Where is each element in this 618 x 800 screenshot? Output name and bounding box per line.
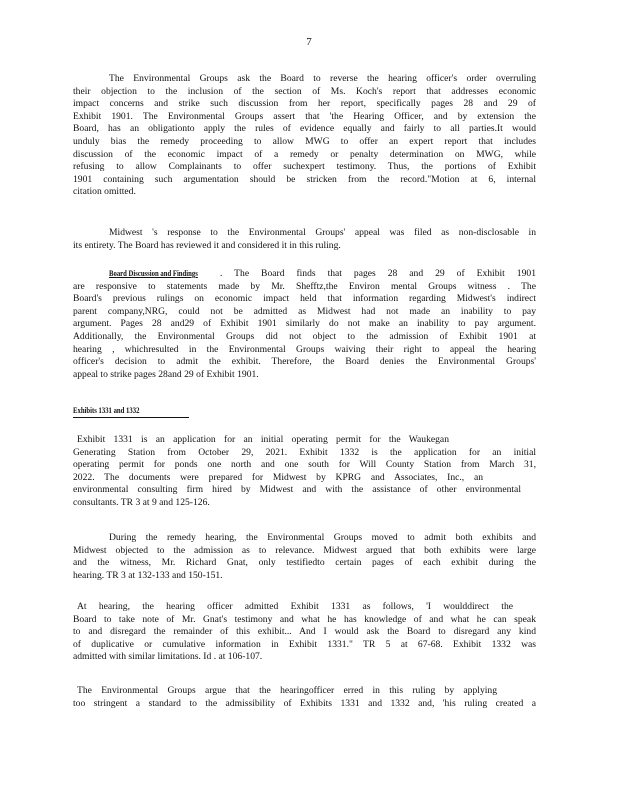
text-line: During the remedy hearing, the Environmental Groups moved to admit both exhibits and xyxy=(109,532,536,543)
text-line: too stringent a standard to the admissibility of Exhibits 1331 and 1332 and, 'his ruling created a xyxy=(73,697,536,709)
text-line: hearing , whichresulted in the Environmental Groups waiving their right to appeal the hearing xyxy=(73,343,536,355)
section-heading xyxy=(73,406,156,415)
text-line: consultants. TR 3 at 9 and 125-126. xyxy=(73,496,210,508)
heading-underline xyxy=(73,417,189,418)
text-line: 1901 containing such argumentation should be stricken from the record."Motion at 6, internal xyxy=(73,173,536,185)
text-line: refusing to allow Complainants to offer suchexpert testimony. Thus, the portions of Exhibit xyxy=(73,161,536,173)
page-number: 7 xyxy=(306,36,312,48)
text-line: parent company,NRG, could not be admitted as Midwest had not made an inability to pay xyxy=(73,305,536,317)
section-heading-text: Exhibits 1331 and 1332 xyxy=(73,406,140,415)
text-line: citation omitted. xyxy=(73,186,136,198)
paragraph-remedy-hearing xyxy=(73,532,536,582)
paragraph-midwest-response xyxy=(73,227,536,252)
board-discussion-heading: Board Discussion and Findings xyxy=(109,269,198,278)
text-line: Exhibit 1331 is an application for an initial operating permit for the Waukegan xyxy=(77,434,449,445)
text-line: to and disregard the remainder of this exhibit... And I would ask the Board to disregard any kind xyxy=(73,626,536,638)
text-line: officer's decision to admit the exhibit. Therefore, the Board denies the Environmental Groups' xyxy=(73,356,536,368)
text-line: admitted with similar limitations. Id . at 106-107. xyxy=(73,651,263,663)
text-line: The Environmental Groups ask the Board to reverse the hearing officer's order overruling xyxy=(109,73,536,84)
text-line: its entirety. The Board has reviewed it and considered it in this ruling. xyxy=(73,239,341,251)
text-line: environmental consulting firm hired by Midwest and with the assistance of other environmental xyxy=(73,484,521,496)
text-line xyxy=(73,268,536,281)
text-line: Midwest 's response to the Environmental Groups' appeal was filed as non-disclosable in xyxy=(109,227,536,238)
text-line: unduly bias the remedy proceeding to allow MWG to offer an expert report that includes xyxy=(73,135,536,147)
text-line: argument. Pages 28 and29 of Exhibit 1901 similarly do not make an inability to pay argument. xyxy=(73,318,536,330)
text-line: Board's previous rulings on economic impact held that information regarding Midwest's indirect xyxy=(73,293,536,305)
text-line: Additionally, the Environmental Groups did not object to the admission of Exhibit 1901 at xyxy=(73,330,536,342)
text-line: Board, has an obligationto apply the rules of evidence equally and fairly to all parties.It would xyxy=(73,123,536,135)
text-line: discussion of the economic impact of a remedy or penalty determination on MWG, while xyxy=(73,148,536,160)
paragraph-appeal-argument xyxy=(73,73,536,199)
paragraph-hearing-officer-ruling xyxy=(73,601,536,664)
text-line: hearing. TR 3 at 132-133 and 150-151. xyxy=(73,569,223,581)
text-line: operating permit for ponds one north and one south for Will County Station from March 31, xyxy=(73,459,536,471)
paragraph-exhibits-description xyxy=(73,434,536,510)
text-line: of duplicative or cumulative information in Exhibit 1331." TR 5 at 67-68. Exhibit 1332 was xyxy=(73,638,536,650)
text-line: and the witness, Mr. Richard Gnat, only testifiedto certain pages of each exhibit during the xyxy=(73,557,536,569)
paragraph-board-findings xyxy=(73,268,536,381)
text-line: their objection to the inclusion of the section of Ms. Koch's report that addresses economic xyxy=(73,85,536,97)
paragraph-environmental-groups-argument xyxy=(73,685,536,710)
text-line: Midwest objected to the admission as to relevance. Midwest argued that both exhibits were large xyxy=(73,544,536,556)
text-line: The Environmental Groups argue that the hearingofficer erred in this ruling by applying xyxy=(77,685,497,696)
text-line: are responsive to statements made by Mr. Shefftz,the Environ mental Groups witness . The xyxy=(73,280,536,292)
text-line-continuation: . The Board finds that pages 28 and 29 of Exhibit 1901 xyxy=(219,268,536,279)
text-line: impact concerns and strike such discussion from her report, specifically pages 28 and 29 of xyxy=(73,98,536,110)
text-line: Generating Station from October 29, 2021. Exhibit 1332 is the application for an initial xyxy=(73,446,536,458)
text-line: Exhibit 1901. The Environmental Groups assert that 'the Hearing Officer, and by extension the xyxy=(73,110,536,122)
text-line: Board to take note of Mr. Gnat's testimony and what he has knowledge of and what he can speak xyxy=(73,613,536,625)
text-line: At hearing, the hearing officer admitted Exhibit 1331 as follows, 'I woulddirect the xyxy=(77,601,513,612)
text-line: 2022. The documents were prepared for Midwest by KPRG and Associates, Inc., an xyxy=(73,471,483,483)
text-line: appeal to strike pages 28and 29 of Exhibit 1901. xyxy=(73,368,259,380)
